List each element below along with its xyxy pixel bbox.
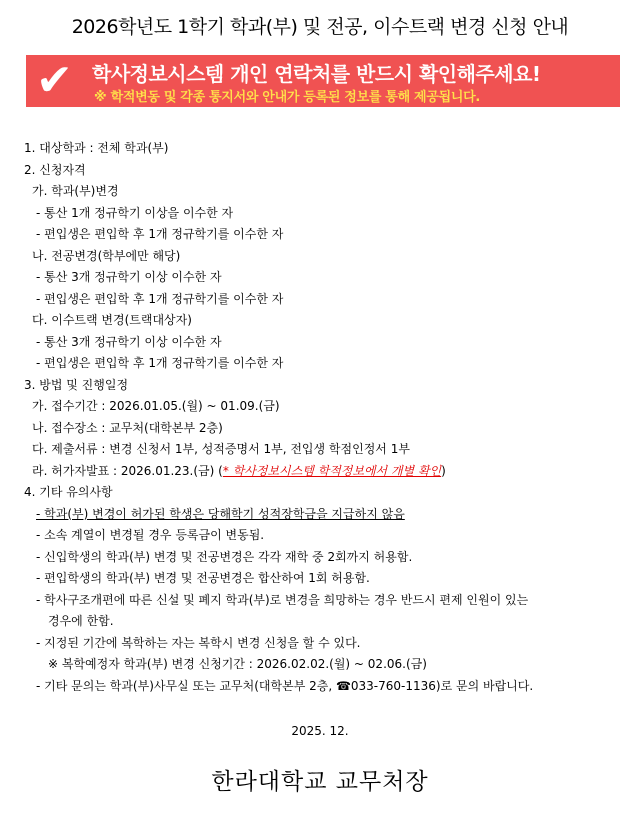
approval-announcement-close: ) [441, 463, 446, 478]
eligibility-item: - 편입생은 편입학 후 1개 정규학기를 이수한 자 [36, 356, 284, 370]
scholarship-note: - 학과(부) 변경이 허가된 학생은 당해학기 성적장학금을 지급하지 않음 [36, 506, 405, 521]
approval-announcement-date: 라. 허가자발표 : 2026.01.23.(금) ( [32, 463, 223, 478]
eligibility-item: - 편입생은 편입학 후 1개 정규학기를 이수한 자 [36, 227, 284, 241]
application-period: 가. 접수기간 : 2026.01.05.(월) ~ 01.09.(금) [32, 399, 280, 413]
section-eligibility-heading: 2. 신청자격 [24, 162, 86, 177]
eligibility-item: - 통산 3개 정규학기 이상 이수한 자 [36, 334, 222, 349]
note-item: - 소속 계열이 변경될 경우 등록금이 변동됨. [36, 528, 265, 542]
contact-info-note: - 기타 문의는 학과(부)사무실 또는 교무처(대학본부 2층, ☎033-760-1136)로 문의 바랍니다. [36, 678, 534, 693]
note-item: - 신입학생의 학과(부) 변경 및 전공변경은 각각 재학 중 2회까지 허용함. [36, 549, 413, 564]
notice-body [24, 138, 624, 697]
eligibility-item: - 통산 1개 정규학기 이상을 이수한 자 [36, 205, 234, 220]
issue-date: 2025. 12. [291, 724, 349, 738]
returning-student-note: ※ 복학예정자 학과(부) 변경 신청기간 : 2026.02.02.(월) ~ 02.06.(금) [48, 657, 427, 671]
note-item [24, 504, 624, 526]
contact-notice-banner [26, 55, 620, 107]
note-item: - 지정된 기간에 복학하는 자는 복학시 변경 신청을 할 수 있다. [36, 635, 361, 650]
issuer-signature: 한라대학교 교무처장 [211, 769, 429, 795]
note-item: - 학사구조개편에 따른 신설 및 폐지 학과(부)로 변경을 희망하는 경우 반드시 편제 인원이 있는 [36, 592, 529, 607]
required-documents: 다. 제출서류 : 변경 신청서 1부, 성적증명서 1부, 전입생 학점인정서 1부 [32, 442, 410, 456]
eligibility-department-change: 가. 학과(부)변경 [32, 184, 119, 198]
banner-sub-text: ※ 학적변동 및 각종 통지서와 안내가 등록된 정보를 통해 제공됩니다. [94, 90, 480, 105]
approval-check-note: * 학사정보시스템 학적정보에서 개별 확인 [222, 463, 442, 478]
page-title: 2026학년도 1학기 학과(부) 및 전공, 이수트랙 변경 신청 안내 [71, 16, 569, 38]
application-location: 나. 접수장소 : 교무처(대학본부 2층) [32, 420, 223, 435]
section-target-departments: 1. 대상학과 : 전체 학과(부) [24, 141, 169, 155]
eligibility-track-change: 다. 이수트랙 변경(트랙대상자) [32, 313, 192, 327]
eligibility-item: - 통산 3개 정규학기 이상 이수한 자 [36, 270, 222, 284]
note-item-continued: 경우에 한함. [48, 614, 114, 628]
check-icon: ✔ [36, 55, 73, 106]
note-item: - 편입학생의 학과(부) 변경 및 전공변경은 합산하여 1회 허용함. [36, 571, 370, 585]
banner-main-text: 학사정보시스템 개인 연락처를 반드시 확인해주세요! [92, 62, 541, 86]
approval-announcement [24, 461, 624, 483]
section-method-schedule-heading: 3. 방법 및 진행일정 [24, 377, 129, 392]
eligibility-major-change: 나. 전공변경(학부에만 해당) [32, 248, 181, 263]
section-other-notes-heading: 4. 기타 유의사항 [24, 485, 113, 499]
eligibility-item: - 편입생은 편입학 후 1개 정규학기를 이수한 자 [36, 291, 284, 306]
